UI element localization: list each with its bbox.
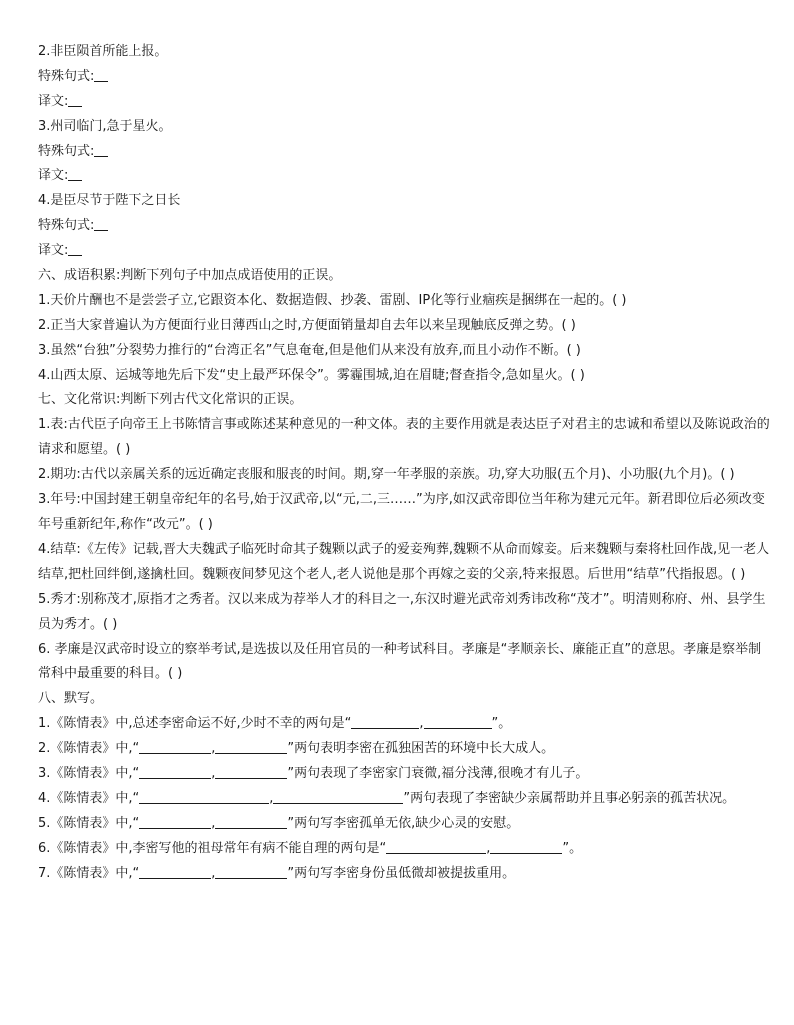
comma: , [211,766,216,781]
pattern-row [38,140,773,165]
pattern-label: 特殊句式: [38,218,95,234]
question-item: 1.表:古代臣子向帝王上书陈情言事或陈述某种意见的一种文体。表的主要作用就是表达臣子对君主的忠诚和希望以及陈说政治的请求和愿望。( ) [38,417,770,458]
item-text-post: ”。 [562,840,583,856]
fill-blank[interactable] [139,789,269,804]
translation-label: 译文: [38,93,69,109]
dictation-item [38,862,773,887]
fill-blank[interactable] [215,814,287,829]
item-text-post: ”两句表明李密在孤独困苦的环境中长大成人。 [287,741,555,757]
question-item: 6. 孝廉是汉武帝时设立的察举考试,是选拔以及任用官员的一种考试科目。孝廉是“孝顺亲长、廉能正直”的意思。孝廉是察举制常科中最重要的科目。( ) [38,641,762,682]
dictation-item [38,737,773,762]
question-item: 3.虽然“台独”分裂势力推行的“台湾正名”气息奄奄,但是他们从来没有放弃,而且小动作不断。( ) [38,342,581,358]
answer-blank[interactable] [68,93,82,107]
comma: , [486,840,491,856]
fill-blank[interactable] [139,814,211,829]
comma: , [419,716,424,732]
question-item: 4.山西太原、运城等地先后下发“史上最严环保令”。雾霾围城,迫在眉睫;督查指令,急如星火。( ) [38,367,585,383]
sentence: 4.是臣尽节于陛下之日长 [38,193,181,209]
dictation-item [38,812,773,837]
item-text-post: ”两句表现了李密家门衰微,福分浅薄,很晚才有儿子。 [287,766,589,781]
fill-blank[interactable] [139,864,211,879]
fill-blank[interactable] [351,714,419,729]
fill-blank[interactable] [139,764,211,779]
worksheet-page [38,40,773,886]
fill-blank[interactable] [139,739,211,754]
question-item: 2.正当大家普遍认为方便面行业日薄西山之时,方便面销量却自去年以来呈现触底反弹之势。( ) [38,317,576,333]
fill-blank[interactable] [215,864,287,879]
pattern-label: 特殊句式: [38,68,95,84]
answer-blank[interactable] [94,217,108,231]
section-title: 八、默写。 [38,691,104,707]
dictation-item [38,762,773,787]
fill-blank[interactable] [215,764,287,779]
comma: , [211,741,216,757]
translation-label: 译文: [38,168,69,184]
item-text-post: ”。 [491,716,512,732]
fill-blank[interactable] [386,839,486,854]
translation-row [38,239,773,264]
item-text-post: ”两句写李密身份虽低微却被提拔重用。 [287,865,516,881]
question-item: 3.年号:中国封建王朝皇帝纪年的名号,始于汉武帝,以“元,二,三……”为序,如汉武帝即位当年称为建元元年。新君即位后必须改变年号重新纪年,称作“改元”。( ) [38,492,765,532]
item-text-pre: 6.《陈情表》中,李密写他的祖母常年有病不能自理的两句是“ [38,840,387,856]
fill-blank[interactable] [215,739,287,754]
question-item: 1.天价片酬也不是尝尝孑立,它跟资本化、数据造假、抄袭、雷剧、IP化等行业痼疾是捆绑在一起的。( ) [38,292,627,308]
sentence: 2.非臣陨首所能上报。 [38,44,168,59]
question-item: 5.秀才:别称茂才,原指才之秀者。汉以来成为荐举人才的科目之一,东汉时避光武帝刘秀讳改称“茂才”。明清则称府、州、县学生员为秀才。( ) [38,591,766,632]
item-text-pre: 1.《陈情表》中,总述李密命运不好,少时不幸的两句是“ [38,716,352,732]
item-text-pre: 4.《陈情表》中,“ [38,790,140,806]
dictation-item [38,787,773,812]
item-text-pre: 2.《陈情表》中,“ [38,741,140,757]
translation-row [38,164,773,189]
fill-blank[interactable] [273,789,403,804]
item-text-pre: 3.《陈情表》中,“ [38,766,140,781]
pattern-label: 特殊句式: [38,143,95,159]
answer-blank[interactable] [94,68,108,82]
comma: , [211,865,216,881]
question-item: 2.期功:古代以亲属关系的远近确定丧服和服丧的时间。期,穿一年孝服的亲族。功,穿大功服(五个月)、小功服(九个月)。( ) [38,467,735,483]
section-title: 六、成语积累:判断下列句子中加点成语使用的正误。 [38,268,342,284]
comma: , [269,790,274,806]
fill-blank[interactable] [490,839,562,854]
dictation-item [38,712,773,737]
pattern-row [38,214,773,239]
item-text-pre: 7.《陈情表》中,“ [38,865,140,881]
item-text-post: ”两句表现了李密缺少亲属帮助并且事必躬亲的孤苦状况。 [403,790,736,806]
sentence: 3.州司临门,急于星火。 [38,118,172,134]
item-text-pre: 5.《陈情表》中,“ [38,815,140,831]
item-text-post: ”两句写李密孤单无依,缺少心灵的安慰。 [287,815,520,831]
translation-label: 译文: [38,243,69,259]
question-item: 4.结草:《左传》记载,晋大夫魏武子临死时命其子魏颗以武子的爱妾殉葬,魏颗不从命而嫁妾。后来魏颗与秦将杜回作战,见一老人结草,把杜回绊倒,遂擒杜回。魏颗夜间梦见这个老人,老人说他是那个再嫁之妾的父亲,特来报恩。后世用“结草”代指报恩。( ) [38,541,770,582]
answer-blank[interactable] [94,143,108,157]
section-title: 七、文化常识:判断下列古代文化常识的正误。 [38,392,303,408]
comma: , [211,815,216,831]
translation-row [38,90,773,115]
answer-blank[interactable] [68,167,82,181]
dictation-item [38,837,773,862]
pattern-row [38,65,773,90]
fill-blank[interactable] [424,714,492,729]
answer-blank[interactable] [68,242,82,256]
